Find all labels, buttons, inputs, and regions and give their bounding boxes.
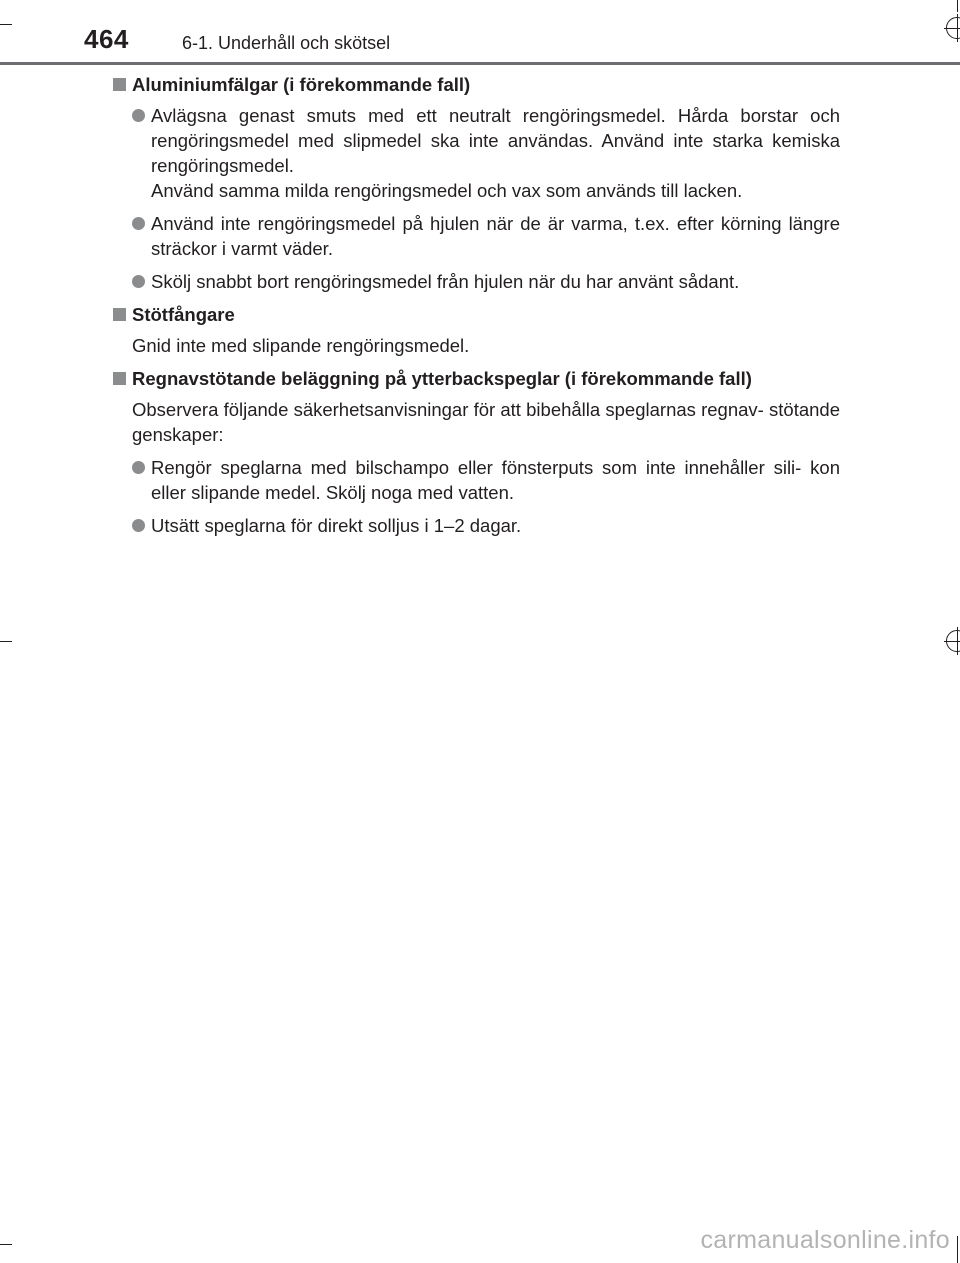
crop-mark xyxy=(957,627,958,655)
crop-mark xyxy=(0,24,12,25)
page-number: 464 xyxy=(84,24,129,54)
crop-mark xyxy=(0,1244,12,1245)
list-item xyxy=(132,269,840,294)
round-bullet-icon xyxy=(132,217,145,230)
round-bullet-icon xyxy=(132,109,145,122)
section-heading xyxy=(112,366,840,391)
square-bullet-icon xyxy=(113,78,126,91)
list-item xyxy=(132,103,840,203)
list-item xyxy=(132,211,840,261)
square-bullet-icon xyxy=(113,372,126,385)
list-item-text: Skölj snabbt bort rengöringsmedel från hjulen när du har använt sådant. xyxy=(151,271,740,292)
section-title: 6-1. Underhåll och skötsel xyxy=(182,33,391,53)
watermark: carmanualsonline.info xyxy=(700,1226,950,1254)
paragraph: Gnid inte med slipande rengöringsmedel. xyxy=(132,335,470,356)
heading-text: Aluminiumfälgar (i förekommande fall) xyxy=(132,74,471,95)
list-item-text: Rengör speglarna med bilschampo eller fönsterputs som inte innehåller sili- kon eller slipande medel. Skölj noga med vatten. xyxy=(151,457,840,503)
crop-mark xyxy=(957,0,958,12)
list-item xyxy=(132,513,840,538)
square-bullet-icon xyxy=(113,308,126,321)
heading-text: Stötfångare xyxy=(132,304,235,325)
list-item xyxy=(132,455,840,505)
list-item-text: Använd inte rengöringsmedel på hjulen när de är varma, t.ex. efter körning längre sträckor i varmt väder. xyxy=(151,213,840,259)
list-item-text: Avlägsna genast smuts med ett neutralt rengöringsmedel. Hårda borstar och rengöringsmedel med slipmedel ska inte användas. Använd inte starka kemiska rengöringsmedel. xyxy=(151,105,840,176)
round-bullet-icon xyxy=(132,519,145,532)
round-bullet-icon xyxy=(132,461,145,474)
heading-text: Regnavstötande beläggning på ytterbackspeglar (i förekommande fall) xyxy=(132,368,752,389)
crop-mark xyxy=(957,1236,958,1263)
round-bullet-icon xyxy=(132,275,145,288)
header-rule xyxy=(0,62,960,65)
paragraph: Observera följande säkerhetsanvisningar för att bibehålla speglarnas regnav- stötande genskaper: xyxy=(132,399,840,445)
content xyxy=(112,72,840,546)
list-item-text: Utsätt speglarna för direkt solljus i 1–2 dagar. xyxy=(151,515,522,536)
crop-mark xyxy=(0,641,12,642)
section-heading xyxy=(112,72,840,97)
crop-mark xyxy=(957,14,958,42)
list-item-extra: Använd samma milda rengöringsmedel och vax som används till lacken. xyxy=(151,180,743,201)
section-heading xyxy=(112,302,840,327)
